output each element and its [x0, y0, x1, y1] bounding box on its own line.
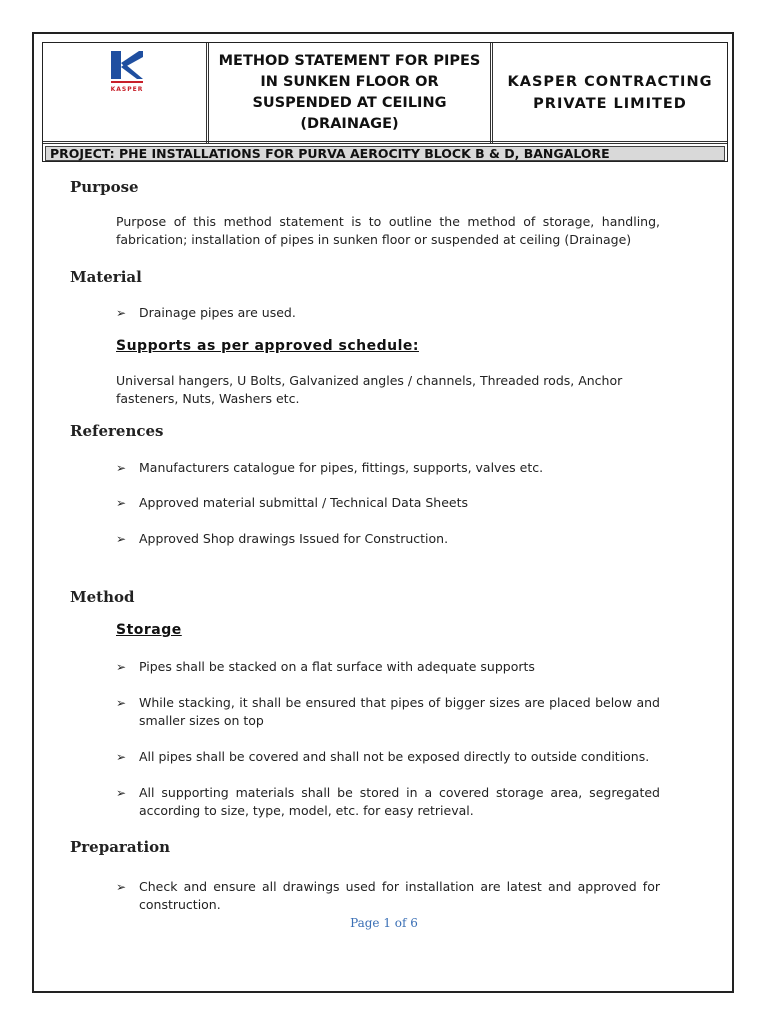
- arrow-bullet-icon: ➢: [116, 461, 127, 475]
- list-item-text: All supporting materials shall be stored in a covered storage area, segregated according to size, type, model, etc. for easy retrieval.: [139, 785, 660, 818]
- list-item-text: Drainage pipes are used.: [139, 305, 296, 320]
- list-item-text: While stacking, it shall be ensured that pipes of bigger sizes are placed below and smaller sizes on top: [139, 695, 660, 728]
- company-name: KASPER CONTRACTING PRIVATE LIMITED: [507, 74, 713, 112]
- supports-text: Universal hangers, U Bolts, Galvanized angles / channels, Threaded rods, Anchor fasteners, Nuts, Washers etc.: [116, 373, 623, 406]
- list-item: [116, 748, 660, 766]
- project-title: PROJECT: PHE INSTALLATIONS FOR PURVA AEROCITY BLOCK B & D, BANGALORE: [45, 146, 725, 161]
- list-item: [116, 694, 660, 730]
- kasper-logo-mark-icon: [105, 49, 149, 85]
- arrow-bullet-icon: ➢: [116, 306, 127, 320]
- kasper-logo: [105, 49, 149, 93]
- list-item: [116, 784, 660, 820]
- logo-cell: [43, 43, 209, 143]
- arrow-bullet-icon: ➢: [116, 660, 127, 674]
- supports-heading: Supports as per approved schedule:: [116, 338, 419, 354]
- list-item: [116, 530, 660, 548]
- document-header: [42, 42, 728, 162]
- arrow-bullet-icon: ➢: [116, 532, 127, 546]
- arrow-bullet-icon: ➢: [116, 880, 127, 894]
- purpose-text: Purpose of this method statement is to outline the method of storage, handling, fabrication; installation of pipes in sunken floor or suspended at ceiling (Drainage): [116, 214, 660, 247]
- method-heading: Method: [70, 588, 135, 606]
- list-item-text: All pipes shall be covered and shall not be exposed directly to outside conditions.: [139, 749, 650, 764]
- preparation-heading: Preparation: [70, 838, 171, 856]
- arrow-bullet-icon: ➢: [116, 696, 127, 710]
- header-divider: [43, 141, 727, 144]
- storage-heading: Storage: [116, 622, 182, 638]
- arrow-bullet-icon: ➢: [116, 750, 127, 764]
- list-item: [116, 658, 660, 676]
- page-number: Page 1 of 6: [350, 916, 418, 930]
- list-item-text: Manufacturers catalogue for pipes, fittings, supports, valves etc.: [139, 460, 544, 475]
- arrow-bullet-icon: ➢: [116, 786, 127, 800]
- list-item-text: Approved Shop drawings Issued for Construction.: [139, 531, 449, 546]
- list-item-text: Approved material submittal / Technical Data Sheets: [139, 495, 469, 510]
- document-title: METHOD STATEMENT FOR PIPES IN SUNKEN FLOOR OR SUSPENDED AT CEILING (DRAINAGE): [209, 43, 493, 143]
- list-item: [116, 304, 660, 322]
- material-heading: Material: [70, 268, 142, 286]
- list-item: [116, 878, 660, 914]
- references-heading: References: [70, 422, 164, 440]
- list-item-text: Pipes shall be stacked on a flat surface with adequate supports: [139, 659, 535, 674]
- list-item: [116, 494, 660, 512]
- list-item-text: Check and ensure all drawings used for installation are latest and approved for construction.: [139, 879, 660, 912]
- list-item: [116, 459, 660, 477]
- arrow-bullet-icon: ➢: [116, 496, 127, 510]
- purpose-heading: Purpose: [70, 178, 139, 196]
- logo-text: KASPER: [110, 86, 144, 93]
